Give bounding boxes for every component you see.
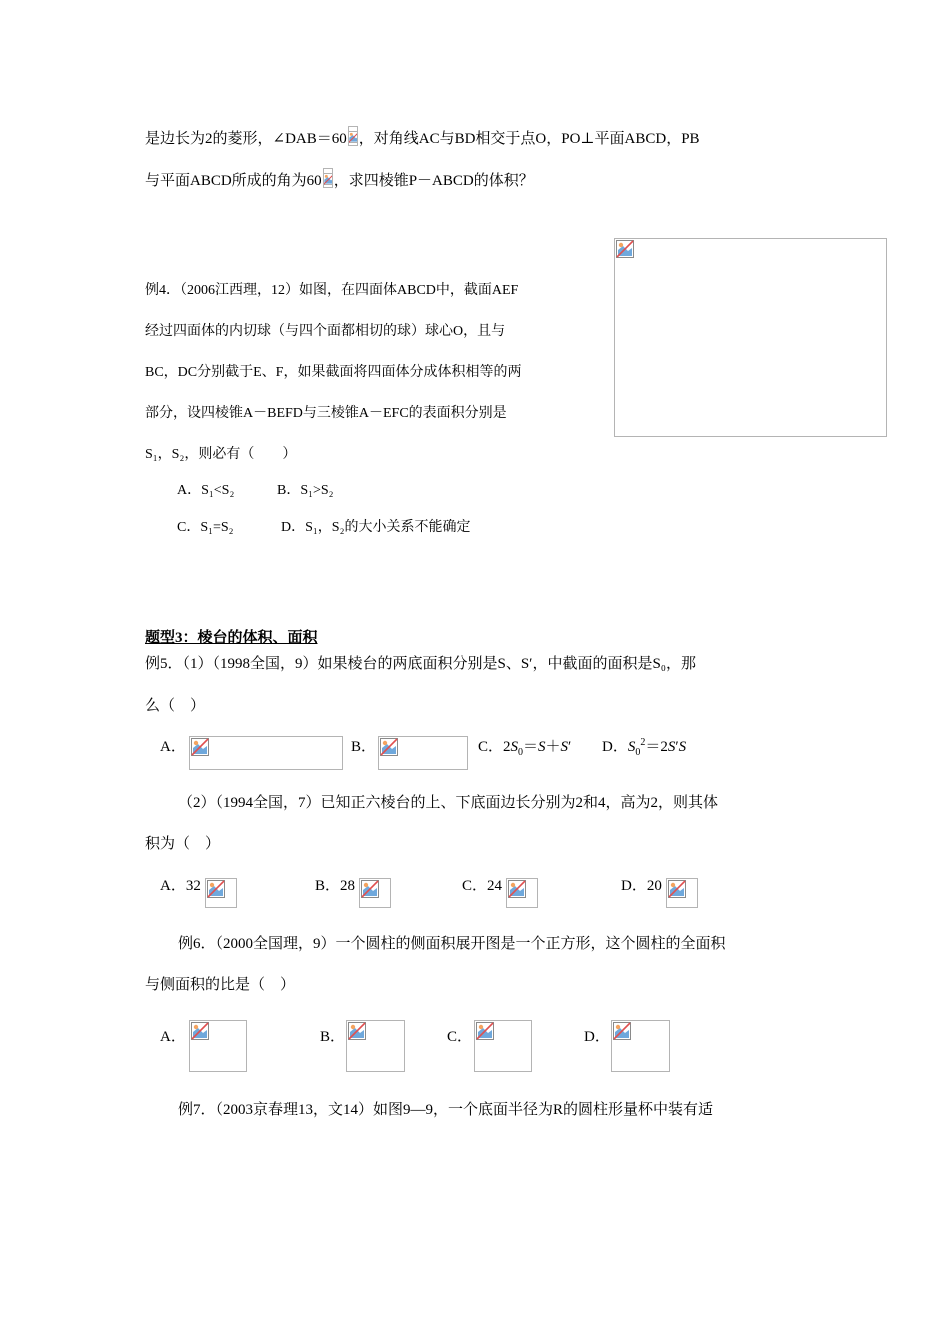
example4-option-d: D．S₁，S₂的大小关系不能确定 [281,520,471,535]
broken-image-icon [613,1022,631,1040]
example4-line1: 例4．（2006江西理，12）如图，在四面体ABCD中，截面AEF [145,283,519,298]
option-b-formula-image [378,736,468,770]
example6-option-c: C． [447,1029,473,1045]
example5-part2-option-b: B．28 [315,878,356,894]
example5-option-a: A． [160,739,186,755]
example5-part2-option-c: C．24 [462,878,503,894]
example4-line3: BC，DC分别截于E、F，如果截面将四面体分成体积相等的两 [145,365,522,380]
root3-image [205,878,237,908]
para1-line2: 与平面ABCD所成的角为60 ，求四棱锥P－ABCD的体积？ [145,168,534,191]
example6-line2: 与侧面积的比是（ ） [145,977,296,993]
option-a-formula-image [189,736,343,770]
broken-image-icon [668,880,686,898]
example5-line1: 例5．（1）（1998全国，9）如果棱台的两底面积分别是S、S′，中截面的面积是S₀，那 [145,656,697,672]
option-a-fraction-image [189,1020,247,1072]
example7-line1: 例7．（2003京春理13，文14）如图9—9，一个底面半径为R的圆柱形量杯中装有适 [178,1102,714,1118]
example4-option-b: B．S₁>S₂ [277,483,334,498]
option-b-fraction-image [346,1020,405,1072]
root3-image [359,878,391,908]
broken-image-icon [348,1022,366,1040]
option-c-fraction-image [474,1020,532,1072]
example5-part2-option-d: D．20 [621,878,662,894]
example5-option-d: D．$S_0^2=2S'S$ [602,737,687,758]
broken-image-icon [191,738,209,756]
example4-option-a: A．S₁<S₂ [177,483,235,498]
example6-line1: 例6．（2000全国理，9）一个圆柱的侧面积展开图是一个正方形，这个圆柱的全面积 [178,936,726,952]
broken-image-icon [191,1022,209,1040]
example4-line5: S₁，S₂，则必有（ ） [145,447,297,462]
example5-part2-option-a: A．32 [160,878,201,894]
example6-option-d: D． [584,1029,610,1045]
degree-image-icon [348,126,358,146]
example5-line2: 么（ ） [145,698,206,714]
broken-image-icon [508,880,526,898]
example5-option-b: B． [351,739,377,755]
broken-image-icon [361,880,379,898]
root3-image [506,878,538,908]
example4-line4: 部分，设四棱锥A－BEFD与三棱锥A－EFC的表面积分别是 [145,406,507,421]
degree-image-icon [323,168,333,188]
broken-image-icon [207,880,225,898]
para1-line1: 是边长为2的菱形，∠DAB＝60 ，对角线AC与BD相交于点O，PO⊥平面ABCD，PB [145,126,700,149]
root3-image [666,878,698,908]
section-heading: 题型3：棱台的体积、面积 [145,630,318,646]
tetrahedron-figure [614,238,887,437]
example5-part2-line1: （2）（1994全国，7）已知正六棱台的上、下底面边长分别为2和4，高为2，则其体 [178,795,719,811]
broken-image-icon [616,240,634,258]
example6-option-b: B． [320,1029,346,1045]
broken-image-icon [380,738,398,756]
example4-option-c: C．S₁=S₂ [177,520,234,535]
example5-option-c: C．$2S_0=S+S'$ [478,739,572,758]
example5-part2-line2: 积为（ ） [145,836,221,852]
example4-line2: 经过四面体的内切球（与四个面都相切的球）球心O，且与 [145,324,506,339]
example6-option-a: A． [160,1029,186,1045]
broken-image-icon [476,1022,494,1040]
option-d-fraction-image [611,1020,670,1072]
